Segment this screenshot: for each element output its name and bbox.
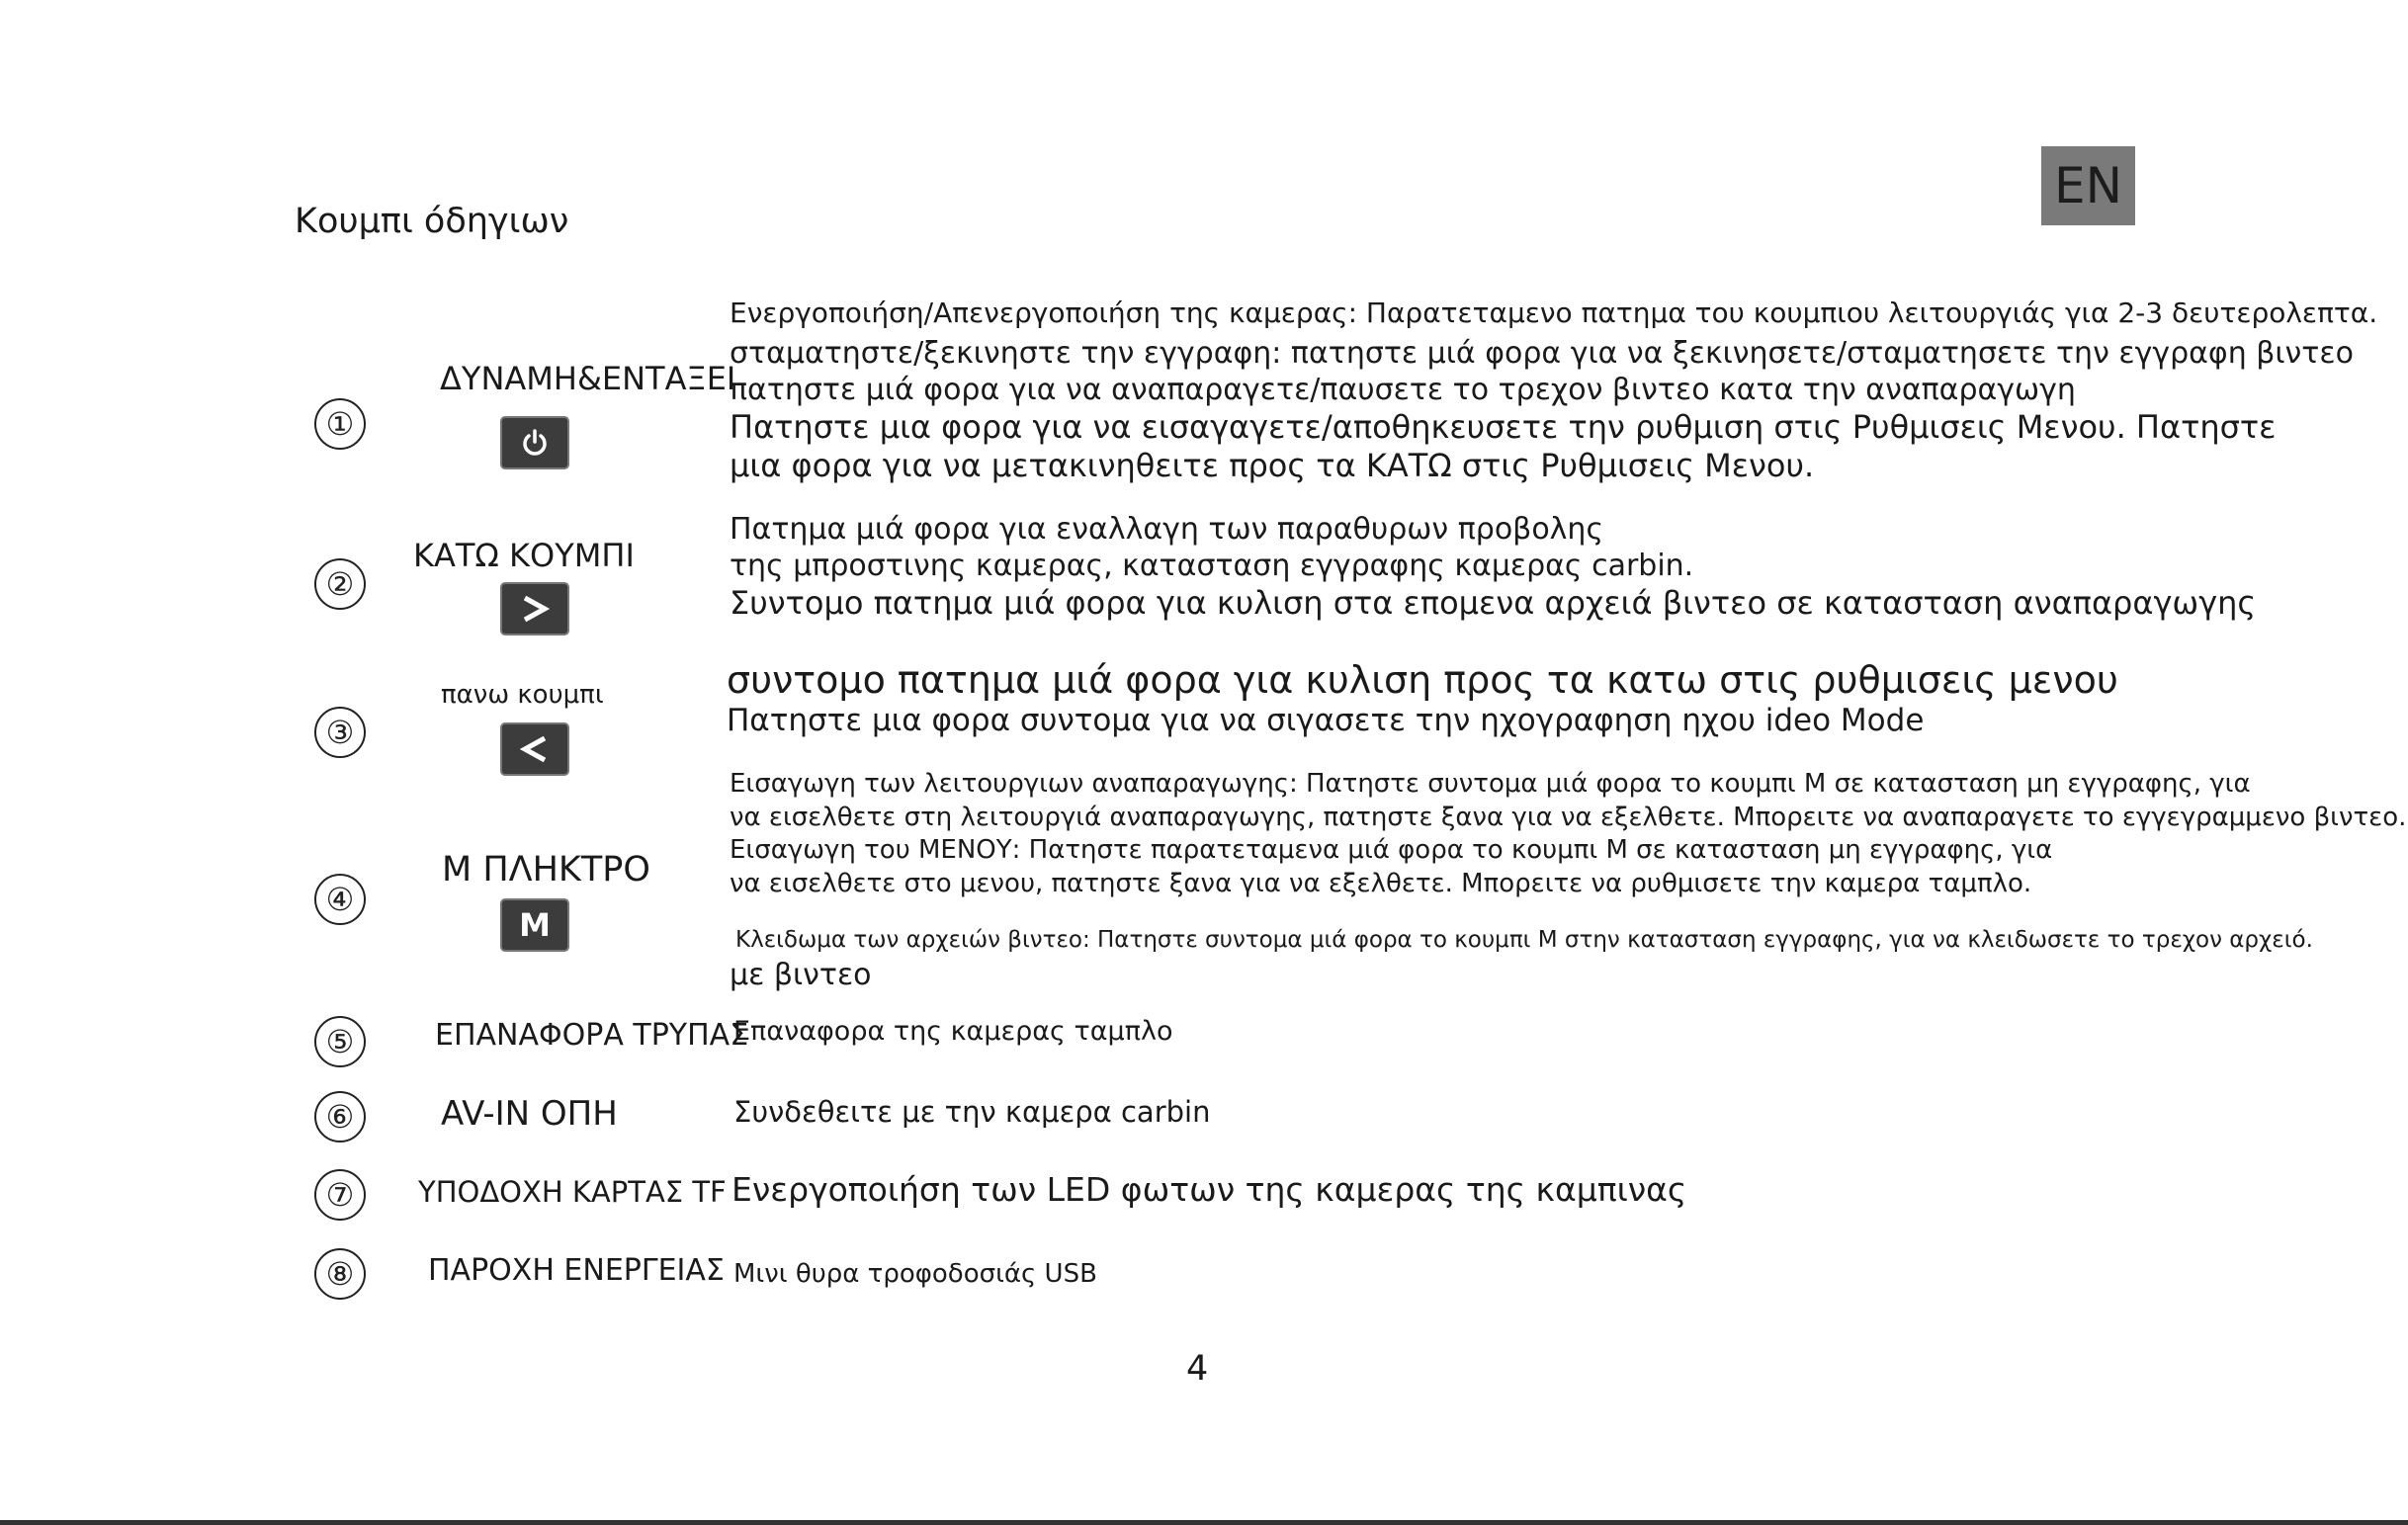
page-number: 4 <box>1186 1349 1209 1389</box>
description-line: Ενεργοποιήση των LED φωτων της καμερας της καμπινας <box>731 1170 1687 1209</box>
description-line: Επαναφορα της καμερας ταμπλο <box>733 1016 1173 1047</box>
description-power <box>730 297 2377 485</box>
description-line: Ενεργοποιήση/Απενεργοποιήση της καμερας: Παρατεταμενο πατημα του κουμπιου λειτουργιάς για 2-3 δευτερολεπτα. <box>730 297 2378 329</box>
description-line: Πατηστε μια φορα για να εισαγαγετε/αποθηκευσετε την ρυθμιση στις Ρυθμισεις Μενου. Πατηστε <box>730 408 2277 447</box>
chevron-left-icon <box>517 731 553 767</box>
button-label-power: ΔΥΝΑΜΗ&ΕΝΤΑΞΕΙ <box>440 360 736 397</box>
description-reset <box>733 1016 1172 1049</box>
row-number-8: ⑧ <box>314 1248 366 1300</box>
description-av-in <box>733 1095 1210 1130</box>
m-key <box>500 898 569 952</box>
row-number-6: ⑥ <box>314 1091 366 1143</box>
description-line: Εισαγωγη των λειτουργιων αναπαραγωγης: Πατηστε συντομα μιά φορα το κουμπι Μ σε κατασταση μη εγγραφης, για <box>730 769 2251 799</box>
description-line: να εισελθετε στο μενου, πατηστε ξανα για να εξελθετε. Μπορειτε να ρυθμισετε την καμερα ταμπλο. <box>730 869 2032 899</box>
down-key <box>500 582 569 635</box>
description-line: με βιντεο <box>730 957 872 992</box>
description-line: να εισελθετε στη λειτουργιά αναπαραγωγης, πατηστε ξανα για να εξελθετε. Μπορειτε να αναπαραγετε το εγγεγραμμενο βιντεο. <box>730 802 2407 832</box>
chevron-right-icon <box>517 591 553 627</box>
description-up <box>727 657 2118 740</box>
description-line: πατηστε μιά φορα για να αναπαραγετε/παυσετε το τρεχον βιντεο κατα την αναπαραγωγη <box>730 372 2076 407</box>
description-line: της μπροστινης καμερας, κατασταση εγγραφης καμερας carbin. <box>730 548 1694 583</box>
row-number-5: ⑤ <box>314 1016 366 1067</box>
description-line: Πατηστε μια φορα συντομα για να σιγασετε την ηχογραφηση ηχου ideo Mode <box>727 703 1925 739</box>
bottom-border <box>0 1520 2408 1525</box>
description-line: Συνδεθειτε με την καμερα carbin <box>733 1095 1211 1129</box>
row-number-7: ⑦ <box>314 1169 366 1221</box>
page-title: Κουμπι όδηγιων <box>295 202 569 241</box>
up-key <box>500 722 569 776</box>
row-number-2: ② <box>314 558 366 610</box>
description-line: Συντομο πατημα μιά φορα για κυλιση στα επομενα αρχειά βιντεο σε κατασταση αναπαραγωγης <box>730 584 2257 623</box>
description-tf-slot <box>731 1170 1686 1210</box>
description-power-supply <box>733 1259 1097 1291</box>
description-line: Εισαγωγη του ΜΕΝΟΥ: Πατηστε παρατεταμενα μιά φορα το κουμπι Μ σε κατασταση μη εγγραφης, για <box>730 835 2053 866</box>
description-line: συντομο πατημα μιά φορα για κυλιση προς τα κατω στις ρυθμισεις μενου <box>727 658 2118 702</box>
button-label-power-supply: ΠΑΡΟΧΗ ΕΝΕΡΓΕΙΑΣ <box>428 1253 725 1288</box>
button-label-av-in: AV-IN ΟΠΗ <box>441 1094 618 1134</box>
description-m <box>730 769 2406 994</box>
description-line: μια φορα για να μετακινηθειτε προς τα ΚΑΤΩ στις Ρυθμισεις Μενου. <box>730 447 1815 485</box>
row-number-3: ③ <box>314 707 366 758</box>
button-label-up: πανω κουμπι <box>441 680 604 710</box>
description-line: Μινι θυρα τροφοδοσιάς USB <box>733 1259 1097 1289</box>
description-line: Κλειδωμα των αρχειών βιντεο: Πατηστε συντομα μιά φορα το κουμπι Μ στην κατασταση εγγραφης, για να κλειδωσετε το τρεχον αρχειό. <box>735 926 2313 953</box>
description-line: σταματηστε/ξεκινηστε την εγγραφη: πατηστε μιά φορα για να ξεκινησετε/σταματησετε την εγγραφη βιντεο <box>730 336 2354 372</box>
button-label-down: ΚΑΤΩ ΚΟΥΜΠΙ <box>413 537 635 574</box>
power-icon <box>520 428 550 458</box>
description-line: Πατημα μιά φορα για εναλλαγη των παραθυρων προβολης <box>730 512 1604 547</box>
language-badge: EN <box>2041 146 2135 225</box>
m-key-icon: M <box>519 906 551 944</box>
row-number-1: ① <box>314 398 366 450</box>
button-label-reset: ΕΠΑΝΑΦΟΡΑ ΤΡΥΠΑΣ <box>435 1018 749 1053</box>
power-key <box>500 416 569 469</box>
row-number-4: ④ <box>314 874 366 925</box>
button-label-tf-slot: ΥΠΟΔΟΧΗ ΚΑΡΤΑΣ TF <box>418 1175 727 1209</box>
button-label-m: Μ ΠΛΗΚΤΡΟ <box>442 850 650 890</box>
description-down <box>730 512 2256 623</box>
